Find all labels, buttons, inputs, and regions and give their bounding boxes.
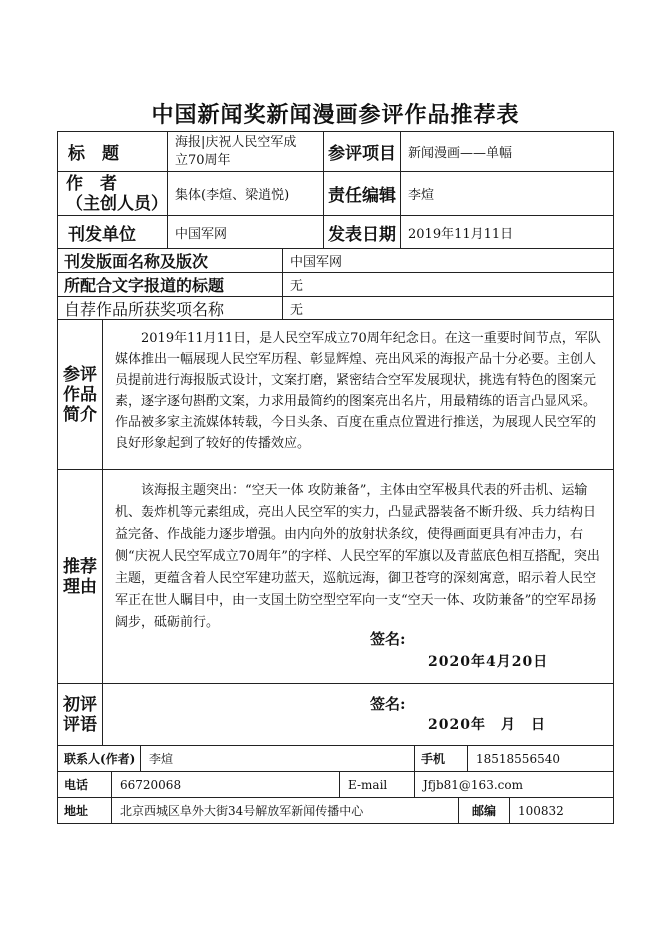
intro-label-line1: 参评 xyxy=(63,364,97,385)
date-label-cell xyxy=(323,215,401,249)
intro-label-line2: 作品 xyxy=(63,384,97,405)
mobile-label: 手机 xyxy=(421,752,446,766)
reason-text: 该海报主题突出：“空天一体 攻防兼备”，主体由空军极具代表的歼击机、运输机、轰炸机等元素组成，亮出人民空军的实力，凸显武器装备不断升级、兵力结构日益完备、作战能力逐步增强。由内向外的放射状条纹，使得画面更具有冲击力，右侧“庆祝人民空军成立70周年”的字样、人民空军的军旗以及青蓝底色相互搭配，突出主题，更蕴含着人民空军建功蓝天，巡航远海，御卫苍穹的深刻寓意，昭示着人民空军正在世人瞩目中，由一支国土防空型空军向一支“空天一体、攻防兼备”的空军昂扬阔步，砥砺前行。 xyxy=(115,483,600,630)
email-label: E-mail xyxy=(348,777,388,792)
editor-label: 责任编辑 xyxy=(328,186,396,206)
title-value-line1: 海报|庆祝人民空军成 xyxy=(175,134,297,150)
page-value-cell xyxy=(282,248,614,273)
document-title: 中国新闻奖新闻漫画参评作品推荐表 xyxy=(151,102,520,128)
email-label-cell xyxy=(339,771,415,798)
awards-value: 无 xyxy=(290,302,304,318)
awards-label-cell xyxy=(57,296,283,320)
date-label: 发表日期 xyxy=(328,224,396,245)
category-value-cell xyxy=(400,131,614,172)
review-sign-label: 签名: xyxy=(370,695,406,713)
reason-label-cell xyxy=(57,469,103,684)
category-label-cell xyxy=(323,131,401,172)
intro-text: 2019年11月11日，是人民空军成立70周年纪念日。在这一重要时间节点，军队媒体推出一幅展现人民空军历程、彰显辉煌、亮出风采的海报产品十分必要。主创人员提前进行海报版式设计，文案打磨，紧密结合空军发展现状，挑选有特色的图案元素，逐字逐句斟酌文案，力求用最简约的图案亮出名片，用最精练的语言凸显风采。作品被多家主流媒体转载，今日头条、百度在重点位置进行推送，为展现人民空军的良好形象起到了较好的传播效应。 xyxy=(115,331,601,451)
intro-label-cell xyxy=(57,319,103,470)
phone-label: 电话 xyxy=(64,778,89,792)
address-label: 地址 xyxy=(64,804,89,818)
review-sign-date: 2020年 月 日 xyxy=(428,717,546,733)
phone-value-cell xyxy=(111,771,340,798)
reason-label-line2: 理由 xyxy=(63,576,97,597)
intro-text-cell xyxy=(102,319,614,470)
email-value: Jfjb81@163.com xyxy=(423,777,523,792)
author-label-cell xyxy=(57,171,168,216)
category-label: 参评项目 xyxy=(328,144,396,164)
awards-label: 自荐作品所获奖项名称 xyxy=(64,299,225,319)
title-label: 标 题 xyxy=(68,144,119,164)
author-label-line1: 作 者 xyxy=(66,173,117,194)
publisher-label-cell xyxy=(57,215,168,249)
address-value-cell xyxy=(111,797,459,824)
title-value-line2: 立70周年 xyxy=(175,152,231,168)
contact-value: 李煊 xyxy=(149,752,174,766)
address-value: 北京西城区阜外大街34号解放军新闻传播中心 xyxy=(120,804,364,818)
contact-label-cell xyxy=(57,745,141,772)
email-value-cell xyxy=(414,771,614,798)
reason-label-line1: 推荐 xyxy=(63,556,97,577)
postcode-label-cell xyxy=(458,797,510,824)
review-label-cell xyxy=(57,683,103,746)
phone-label-cell xyxy=(57,771,112,798)
author-label-line2: （主创人员） xyxy=(66,193,168,214)
contact-value-cell xyxy=(140,745,415,772)
mobile-value: 18518556540 xyxy=(476,751,560,766)
title-value-cell xyxy=(167,131,324,172)
reason-sign-date: 2020年4月20日 xyxy=(428,654,549,670)
page-label: 刊发版面名称及版次 xyxy=(64,252,209,271)
date-value-cell xyxy=(400,215,614,249)
mobile-label-cell xyxy=(414,745,468,772)
address-label-cell xyxy=(57,797,112,824)
publisher-value: 中国军网 xyxy=(175,226,228,242)
date-value: 2019年11月11日 xyxy=(408,226,514,242)
phone-value: 66720068 xyxy=(120,777,182,792)
reason-sign-label: 签名: xyxy=(370,630,406,648)
mobile-value-cell xyxy=(467,745,614,772)
editor-label-cell xyxy=(323,171,401,216)
author-value: 集体(李煊、梁逍悦) xyxy=(175,188,290,203)
category-value: 新闻漫画——单幅 xyxy=(408,146,513,161)
review-label-line2: 评语 xyxy=(63,714,97,735)
related-label-cell xyxy=(57,272,283,297)
intro-label-line3: 简介 xyxy=(63,404,97,425)
review-label-line1: 初评 xyxy=(63,694,97,715)
title-label-cell xyxy=(57,131,168,172)
awards-value-cell xyxy=(282,296,614,320)
contact-label: 联系人(作者) xyxy=(64,752,136,766)
publisher-label: 刊发单位 xyxy=(68,224,136,245)
related-value-cell xyxy=(282,272,614,297)
page-label-cell xyxy=(57,248,283,273)
related-label: 所配合文字报道的标题 xyxy=(64,276,225,295)
postcode-label: 邮编 xyxy=(471,804,496,818)
editor-value: 李煊 xyxy=(408,188,435,203)
page-value: 中国军网 xyxy=(290,255,343,270)
related-value: 无 xyxy=(290,279,304,294)
postcode-value-cell xyxy=(509,797,614,824)
postcode-value: 100832 xyxy=(518,803,564,818)
author-value-cell xyxy=(167,171,324,216)
editor-value-cell xyxy=(400,171,614,216)
publisher-value-cell xyxy=(167,215,324,249)
